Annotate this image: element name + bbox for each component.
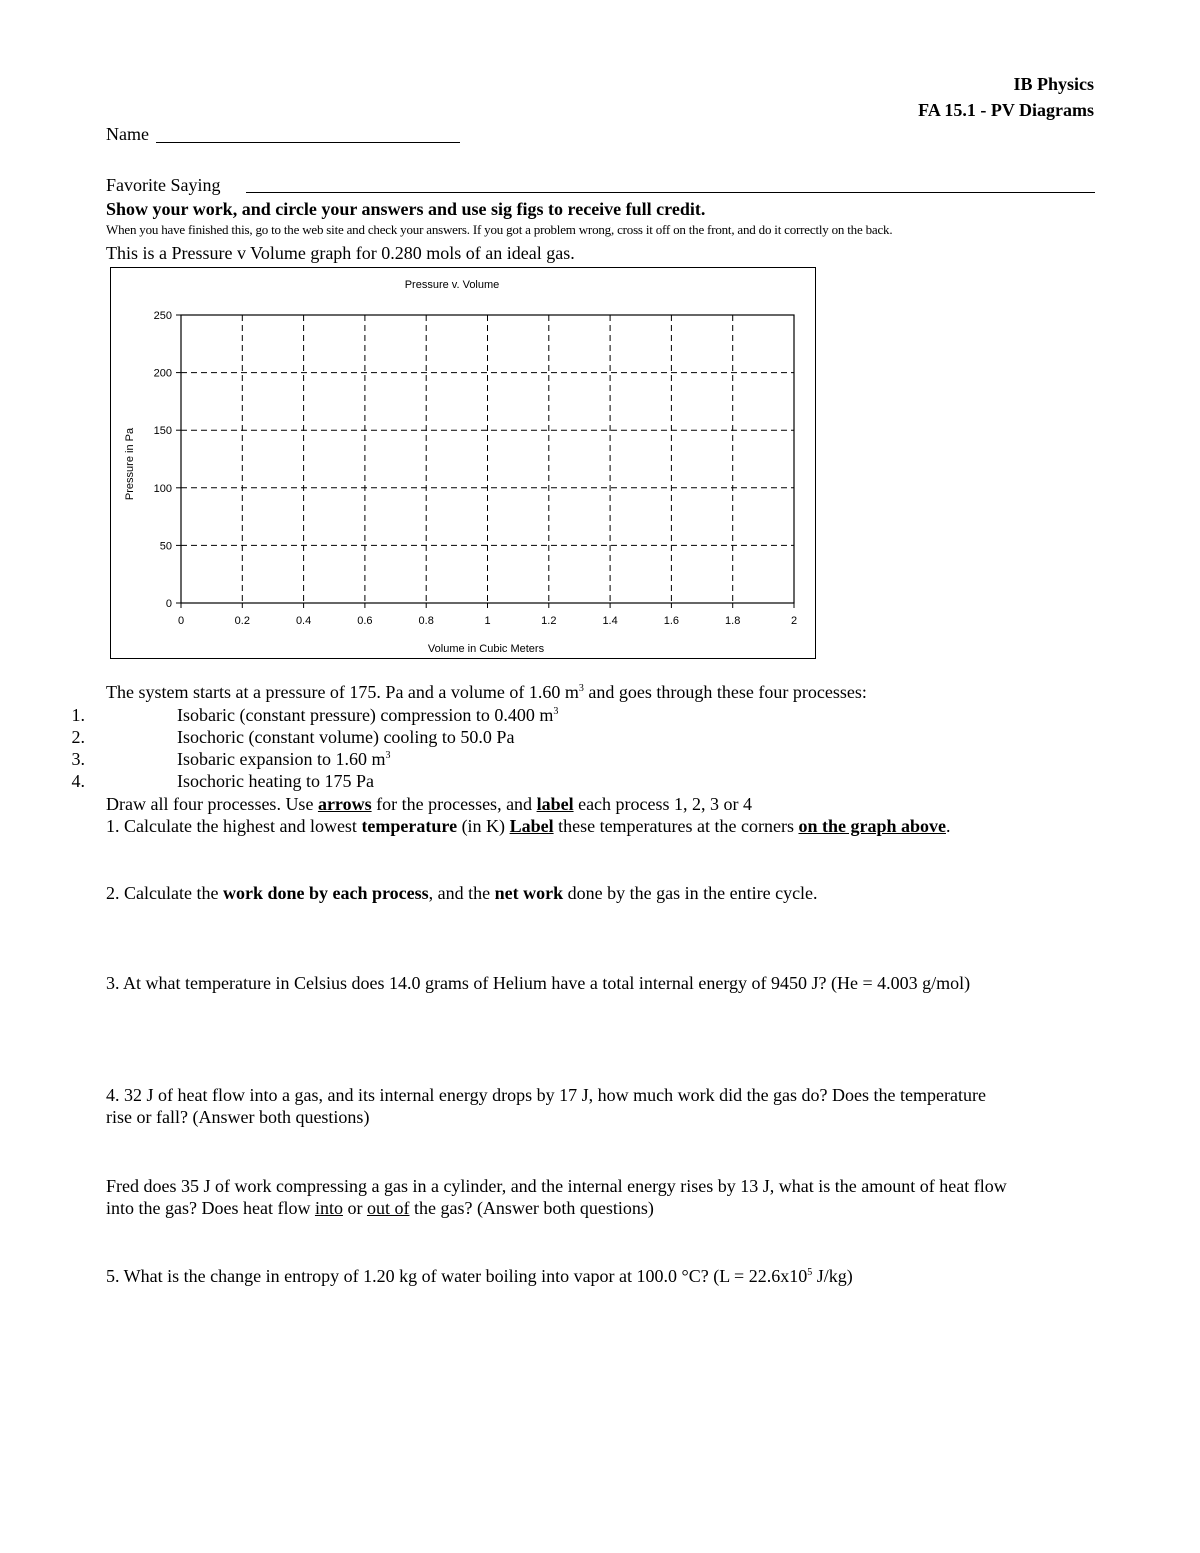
assignment-title: FA 15.1 - PV Diagrams (918, 100, 1094, 120)
question-1: 1. Calculate the highest and lowest temperature (in K) Label these temperatures at the corners on the graph above. (106, 816, 951, 836)
problem-intro-text-end: and goes through these four processes: (583, 682, 867, 702)
arrows-emphasis: arrows (317, 794, 372, 814)
x-tick-label: 0.8 (418, 615, 434, 627)
problem-intro-sup: 3 (578, 683, 584, 694)
graph-intro: This is a Pressure v Volume graph for 0.280 mols of an ideal gas. (106, 243, 575, 263)
x-tick-label: 0.2 (234, 615, 250, 627)
x-tick-label: 1.4 (602, 615, 618, 627)
process-number: 1. (71, 705, 85, 725)
main-instructions: Show your work, and circle your answers and use sig figs to receive full credit. (106, 199, 706, 219)
y-tick-label: 250 (153, 310, 172, 322)
y-tick-label: 0 (165, 598, 172, 610)
saying-label: Favorite Saying (106, 175, 221, 195)
process-number: 2. (71, 727, 85, 747)
name-field[interactable] (156, 142, 460, 143)
x-tick-label: 1 (484, 615, 491, 627)
chart-grid (181, 315, 794, 603)
process-list (0, 704, 1200, 794)
pv-chart-svg (111, 268, 814, 657)
chart-y-axis-label: Pressure in Pa (124, 427, 136, 501)
question-5: 5. What is the change in entropy of 1.20 kg of water boiling into vapor at 100.0 °C? ($L = 22.6x10^5$ J/kg) (106, 1266, 853, 1286)
note-instructions: When you have finished this, go to the web site and check your answers. If you got a problem wrong, cross it off on the front, and do it correctly on the back. (106, 222, 893, 237)
y-tick-label: 50 (159, 540, 172, 553)
x-tick-label: 1.2 (541, 615, 557, 627)
course-title: IB Physics (1013, 74, 1094, 94)
x-tick-label: 0.6 (357, 615, 373, 627)
draw-instruction: Draw all four processes. Use arrows for the processes, and label each process 1, 2, 3 or 4 (106, 794, 753, 814)
process-text: Isochoric (constant volume) cooling to 50.0 Pa (177, 727, 515, 747)
y-tick-label: 200 (153, 367, 172, 380)
question-2: 2. Calculate the work done by each process, and the net work done by the gas in the entire cycle. (106, 883, 818, 903)
question-4-line-1: 4. 32 J of heat flow into a gas, and its internal energy drops by 17 J, how much work did the gas do? Does the temperature (106, 1085, 986, 1105)
process-text: Isobaric expansion to 1.60 $m^3$ (177, 749, 391, 769)
label-emphasis: label (536, 794, 574, 814)
x-tick-label: 1.8 (725, 615, 741, 627)
x-tick-label: 0.4 (295, 615, 312, 627)
problem-intro-text: The system starts at a pressure of 175. Pa and a volume of 1.60 m (106, 682, 579, 702)
question-3: 3. At what temperature in Celsius does 14.0 grams of Helium have a total internal energy of 9450 J? (He = 4.003 g/mol) (106, 973, 971, 993)
process-text: Isochoric heating to 175 Pa (177, 771, 374, 791)
process-number: 3. (71, 749, 85, 769)
chart-ticks (154, 310, 797, 627)
problem-intro (106, 681, 867, 703)
process-number: 4. (71, 771, 85, 791)
chart-title: Pressure v. Volume (404, 279, 500, 291)
process-text: Isobaric (constant pressure) compression to 0.400 $m^3$ (177, 705, 559, 725)
x-tick-label: 0 (177, 615, 185, 627)
name-label: Name (106, 124, 149, 144)
fred-question-line-1: Fred does 35 J of work compressing a gas in a cylinder, and the internal energy rises by 13 J, what is the amount of heat flow (106, 1176, 1007, 1196)
fred-question-line-2: into the gas? Does heat flow into or out of the gas? (Answer both questions) (106, 1198, 654, 1218)
y-tick-label: 100 (153, 482, 172, 495)
y-tick-label: 150 (153, 425, 172, 438)
x-tick-label: 1.6 (663, 615, 680, 627)
x-tick-label: 2 (790, 615, 798, 627)
question-4-line-2: rise or fall? (Answer both questions) (106, 1107, 370, 1127)
chart-x-axis-label: Volume in Cubic Meters (427, 643, 545, 655)
pv-chart (110, 267, 816, 659)
saying-field[interactable] (246, 192, 1095, 193)
